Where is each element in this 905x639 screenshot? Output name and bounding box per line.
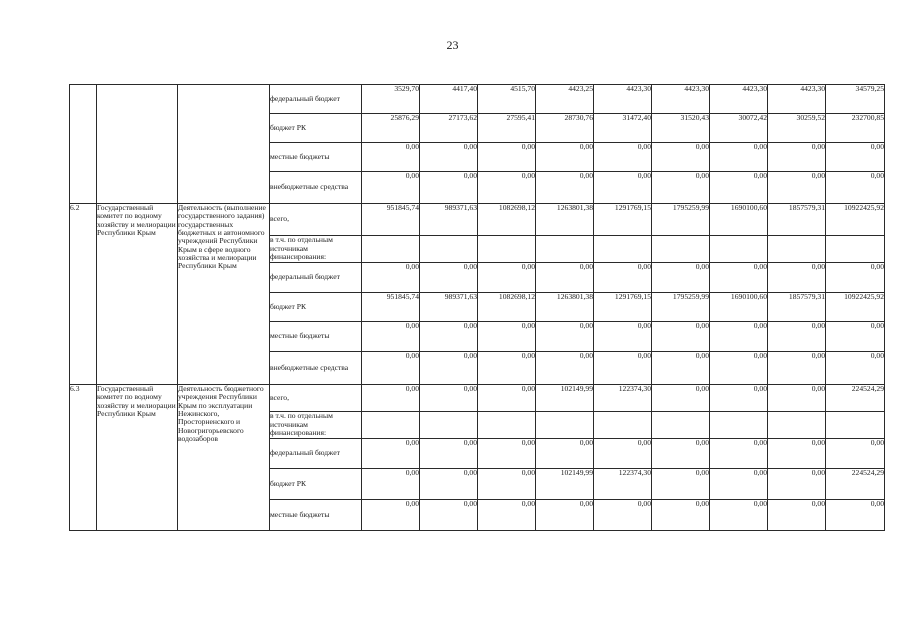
year-value: 0,00 [652, 352, 710, 385]
funding-source: федеральный бюджет [270, 263, 362, 293]
year-value: 1263801,38 [536, 293, 594, 322]
activity-name: Деятельность (выполнение государственного задания) государственных бюджетных и автономного учреждений Республики Крым в сфере водного хозяйства и мелиорации Республики Крым [178, 204, 270, 385]
year-value: 28730,76 [536, 114, 594, 143]
year-value: 0,00 [594, 322, 652, 352]
year-value: 102149,99 [536, 469, 594, 500]
year-value: 1263801,38 [536, 204, 594, 236]
year-value: 0,00 [478, 439, 536, 469]
year-value: 0,00 [652, 500, 710, 531]
year-value: 0,00 [652, 469, 710, 500]
item-number: 6.2 [70, 204, 97, 385]
funding-source: бюджет РК [270, 293, 362, 322]
year-value: 0,00 [768, 172, 826, 204]
year-value: 4423,30 [652, 85, 710, 114]
year-value: 0,00 [536, 172, 594, 204]
total-value: 0,00 [826, 172, 885, 204]
year-value: 0,00 [652, 322, 710, 352]
funding-source: местные бюджеты [270, 143, 362, 172]
funding-source: федеральный бюджет [270, 439, 362, 469]
table-row [70, 204, 885, 236]
year-value: 989371,63 [420, 293, 478, 322]
funding-source: местные бюджеты [270, 500, 362, 531]
year-value [768, 236, 826, 263]
year-value: 0,00 [710, 385, 768, 412]
year-value: 0,00 [710, 143, 768, 172]
year-value: 27173,62 [420, 114, 478, 143]
year-value: 0,00 [420, 352, 478, 385]
total-value: 232700,85 [826, 114, 885, 143]
year-value: 4417,40 [420, 85, 478, 114]
year-value: 0,00 [420, 469, 478, 500]
year-value: 0,00 [652, 439, 710, 469]
year-value: 122374,30 [594, 385, 652, 412]
total-value: 0,00 [826, 143, 885, 172]
year-value: 1690100,60 [710, 204, 768, 236]
responsible-executor: Государственный комитет по водному хозяйству и мелиорации Республики Крым [97, 204, 178, 385]
year-value: 0,00 [710, 172, 768, 204]
year-value: 102149,99 [536, 385, 594, 412]
funding-source: бюджет РК [270, 469, 362, 500]
year-value: 0,00 [536, 439, 594, 469]
year-value [478, 412, 536, 439]
table-row [70, 385, 885, 412]
year-value: 0,00 [768, 385, 826, 412]
year-value: 0,00 [594, 263, 652, 293]
year-value: 0,00 [362, 469, 420, 500]
year-value: 0,00 [710, 263, 768, 293]
total-value: 0,00 [826, 263, 885, 293]
year-value: 0,00 [710, 322, 768, 352]
funding-source: федеральный бюджет [270, 85, 362, 114]
year-value: 0,00 [768, 500, 826, 531]
year-value: 0,00 [594, 439, 652, 469]
year-value: 1795259,99 [652, 293, 710, 322]
funding-source: всего, [270, 204, 362, 236]
table-row [70, 85, 885, 114]
funding-source: всего, [270, 385, 362, 412]
year-value: 0,00 [420, 263, 478, 293]
budget-table [69, 84, 885, 531]
year-value [420, 236, 478, 263]
responsible-executor: Государственный комитет по водному хозяйству и мелиорации Республики Крым [97, 385, 178, 531]
year-value: 0,00 [768, 143, 826, 172]
total-value: 34579,25 [826, 85, 885, 114]
year-value: 25876,29 [362, 114, 420, 143]
year-value: 0,00 [478, 322, 536, 352]
year-value: 0,00 [362, 172, 420, 204]
year-value: 1690100,60 [710, 293, 768, 322]
year-value: 0,00 [594, 143, 652, 172]
year-value [594, 412, 652, 439]
activity-name [178, 85, 270, 204]
year-value [536, 236, 594, 263]
total-value [826, 236, 885, 263]
budget-table-body [70, 85, 885, 531]
year-value: 0,00 [536, 143, 594, 172]
year-value: 0,00 [652, 263, 710, 293]
year-value: 4423,30 [710, 85, 768, 114]
total-value: 10922425,92 [826, 293, 885, 322]
year-value: 0,00 [536, 500, 594, 531]
year-value: 0,00 [478, 263, 536, 293]
year-value [362, 412, 420, 439]
year-value: 30072,42 [710, 114, 768, 143]
year-value: 31520,43 [652, 114, 710, 143]
year-value: 0,00 [710, 500, 768, 531]
year-value: 0,00 [420, 385, 478, 412]
year-value: 0,00 [420, 500, 478, 531]
year-value: 0,00 [362, 263, 420, 293]
year-value: 0,00 [536, 322, 594, 352]
year-value: 0,00 [768, 352, 826, 385]
year-value: 0,00 [362, 500, 420, 531]
year-value: 1857579,31 [768, 293, 826, 322]
year-value: 4423,25 [536, 85, 594, 114]
item-number: 6.3 [70, 385, 97, 531]
year-value: 0,00 [478, 172, 536, 204]
year-value: 4423,30 [594, 85, 652, 114]
total-value: 0,00 [826, 322, 885, 352]
year-value: 951845,74 [362, 204, 420, 236]
year-value: 0,00 [594, 500, 652, 531]
year-value: 0,00 [478, 469, 536, 500]
year-value: 0,00 [478, 385, 536, 412]
year-value: 0,00 [478, 143, 536, 172]
funding-source: в т.ч. по отдельным источникам финансирования: [270, 412, 362, 439]
year-value [478, 236, 536, 263]
year-value [420, 412, 478, 439]
total-value: 10922425,92 [826, 204, 885, 236]
year-value: 0,00 [710, 352, 768, 385]
year-value: 0,00 [362, 385, 420, 412]
year-value [710, 412, 768, 439]
year-value: 122374,30 [594, 469, 652, 500]
year-value [594, 236, 652, 263]
year-value [652, 236, 710, 263]
year-value: 1291769,15 [594, 204, 652, 236]
year-value: 0,00 [362, 439, 420, 469]
year-value: 0,00 [768, 439, 826, 469]
year-value [362, 236, 420, 263]
year-value: 0,00 [478, 352, 536, 385]
year-value: 0,00 [536, 352, 594, 385]
year-value: 3529,70 [362, 85, 420, 114]
year-value: 0,00 [652, 143, 710, 172]
year-value: 0,00 [594, 172, 652, 204]
funding-source: внебюджетные средства [270, 172, 362, 204]
total-value: 0,00 [826, 352, 885, 385]
funding-source: внебюджетные средства [270, 352, 362, 385]
total-value: 0,00 [826, 500, 885, 531]
year-value: 27595,41 [478, 114, 536, 143]
total-value: 0,00 [826, 439, 885, 469]
funding-source: в т.ч. по отдельным источникам финансирования: [270, 236, 362, 263]
year-value: 0,00 [594, 352, 652, 385]
year-value: 0,00 [420, 322, 478, 352]
year-value [536, 412, 594, 439]
year-value: 31472,40 [594, 114, 652, 143]
year-value: 0,00 [652, 172, 710, 204]
year-value: 0,00 [420, 439, 478, 469]
year-value: 4423,30 [768, 85, 826, 114]
year-value: 0,00 [478, 500, 536, 531]
year-value [652, 412, 710, 439]
year-value: 0,00 [768, 469, 826, 500]
year-value: 1291769,15 [594, 293, 652, 322]
year-value: 1082698,12 [478, 204, 536, 236]
total-value [826, 412, 885, 439]
year-value: 951845,74 [362, 293, 420, 322]
year-value: 0,00 [536, 263, 594, 293]
item-number [70, 85, 97, 204]
year-value: 1857579,31 [768, 204, 826, 236]
responsible-executor [97, 85, 178, 204]
total-value: 224524,29 [826, 469, 885, 500]
page-number: 23 [446, 38, 459, 52]
year-value: 1795259,99 [652, 204, 710, 236]
year-value [710, 236, 768, 263]
year-value: 0,00 [362, 143, 420, 172]
funding-source: бюджет РК [270, 114, 362, 143]
year-value: 0,00 [420, 143, 478, 172]
year-value: 1082698,12 [478, 293, 536, 322]
year-value: 0,00 [652, 385, 710, 412]
year-value: 0,00 [768, 263, 826, 293]
year-value: 0,00 [362, 322, 420, 352]
total-value: 224524,29 [826, 385, 885, 412]
year-value: 989371,63 [420, 204, 478, 236]
year-value: 4515,70 [478, 85, 536, 114]
activity-name: Деятельность бюджетного учреждения Республики Крым по эксплуатации Нежинского, Просторненского и Новогригорьевского водозаборов [178, 385, 270, 531]
funding-source: местные бюджеты [270, 322, 362, 352]
year-value: 0,00 [710, 469, 768, 500]
year-value: 0,00 [362, 352, 420, 385]
year-value [768, 412, 826, 439]
year-value: 0,00 [768, 322, 826, 352]
year-value: 30259,52 [768, 114, 826, 143]
year-value: 0,00 [420, 172, 478, 204]
year-value: 0,00 [710, 439, 768, 469]
